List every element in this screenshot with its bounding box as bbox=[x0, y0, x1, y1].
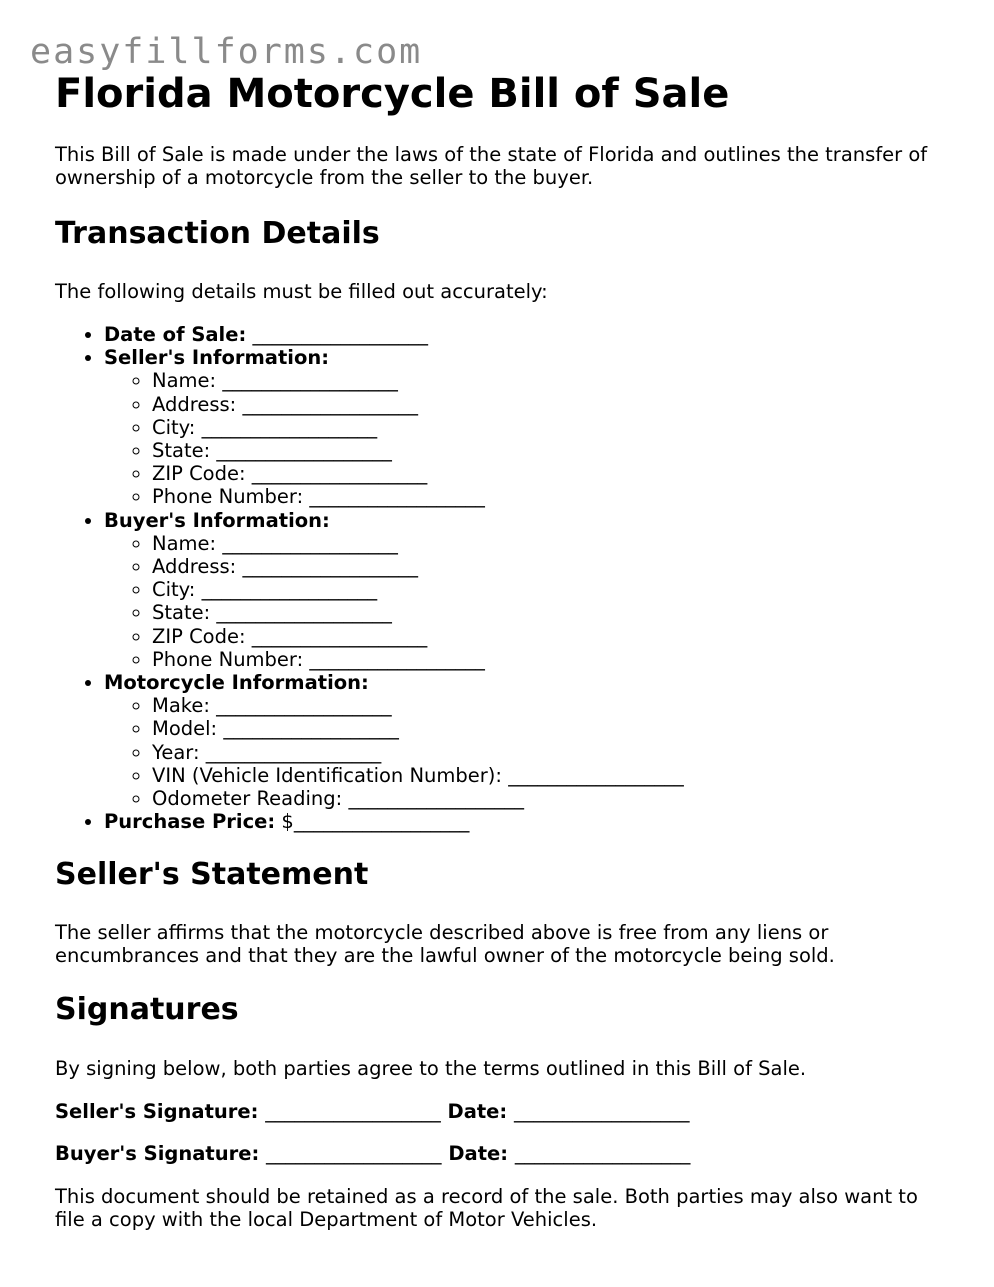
buyer-field bbox=[152, 625, 945, 648]
seller-field bbox=[152, 485, 945, 508]
motorcycle-info-heading: Motorcycle Information: bbox=[104, 671, 369, 695]
buyer-phone-blank[interactable]: __________________ bbox=[309, 647, 485, 671]
page-title: Florida Motorcycle Bill of Sale bbox=[55, 71, 730, 117]
seller-field bbox=[152, 439, 945, 462]
list-item-date-of-sale bbox=[104, 323, 945, 346]
signatures-heading: Signatures bbox=[55, 992, 239, 1028]
document-body bbox=[55, 68, 945, 1231]
seller-zip-blank[interactable]: __________________ bbox=[251, 462, 428, 486]
intro-paragraph: This Bill of Sale is made under the laws of the state of Florida and outlines the transfer of ownership of a motorcycle from the seller to the buyer. bbox=[55, 143, 928, 189]
seller-phone-blank[interactable]: __________________ bbox=[309, 485, 485, 509]
motorcycle-field bbox=[152, 787, 945, 810]
motorcycle-field bbox=[152, 694, 945, 717]
watermark: easyfillforms.com bbox=[30, 32, 423, 72]
seller-signature-blank[interactable]: __________________ bbox=[265, 1099, 441, 1123]
vin-label: VIN (Vehicle Identification Number): bbox=[152, 763, 502, 787]
seller-info-heading: Seller's Information: bbox=[104, 346, 330, 370]
seller-field bbox=[152, 462, 945, 485]
buyer-signature-line bbox=[55, 1142, 945, 1165]
buyer-field bbox=[152, 601, 945, 624]
vin-blank[interactable]: __________________ bbox=[508, 763, 684, 787]
buyer-field bbox=[152, 555, 945, 578]
seller-zip-label: ZIP Code: bbox=[152, 462, 246, 486]
buyer-field bbox=[152, 578, 945, 601]
buyer-phone-label: Phone Number: bbox=[152, 647, 304, 671]
list-item-buyer-info bbox=[104, 509, 945, 671]
purchase-price-label: Purchase Price: bbox=[104, 810, 276, 834]
purchase-price-blank[interactable]: __________________ bbox=[293, 810, 470, 834]
buyer-city-blank[interactable]: __________________ bbox=[201, 578, 378, 602]
seller-city-blank[interactable]: __________________ bbox=[201, 415, 378, 439]
seller-signature-line bbox=[55, 1100, 945, 1123]
transaction-list bbox=[55, 323, 945, 833]
buyer-address-label: Address: bbox=[152, 555, 237, 579]
seller-statement-text: The seller affirms that the motorcycle described above is free from any liens or encumbrances and that they are the lawful owner of the motorcycle being sold. bbox=[55, 921, 835, 968]
purchase-price-prefix: $ bbox=[281, 810, 294, 834]
seller-state-blank[interactable]: __________________ bbox=[216, 439, 392, 463]
odometer-label: Odometer Reading: bbox=[152, 787, 343, 811]
make-label: Make: bbox=[152, 694, 210, 718]
buyer-city-label: City: bbox=[152, 578, 196, 602]
buyer-state-label: State: bbox=[152, 601, 211, 625]
buyer-address-blank[interactable]: __________________ bbox=[242, 555, 418, 579]
motorcycle-field bbox=[152, 764, 945, 787]
seller-signature-label: Seller's Signature: bbox=[55, 1099, 259, 1123]
seller-field bbox=[152, 416, 945, 439]
buyer-info-heading: Buyer's Information: bbox=[104, 508, 330, 532]
seller-address-blank[interactable]: __________________ bbox=[242, 392, 418, 416]
buyer-date-label: Date: bbox=[448, 1142, 509, 1166]
seller-name-label: Name: bbox=[152, 369, 217, 393]
seller-address-label: Address: bbox=[152, 392, 237, 416]
buyer-date-blank[interactable]: __________________ bbox=[514, 1142, 691, 1166]
list-item-motorcycle-info bbox=[104, 671, 945, 810]
buyer-zip-label: ZIP Code: bbox=[152, 624, 246, 648]
model-label: Model: bbox=[152, 717, 218, 741]
date-of-sale-blank[interactable]: __________________ bbox=[252, 323, 428, 346]
year-blank[interactable]: __________________ bbox=[205, 740, 382, 764]
signatures-text: By signing below, both parties agree to the terms outlined in this Bill of Sale. bbox=[55, 1057, 807, 1081]
seller-date-blank[interactable]: __________________ bbox=[514, 1099, 690, 1123]
buyer-name-blank[interactable]: __________________ bbox=[222, 531, 398, 555]
motorcycle-field bbox=[152, 717, 945, 740]
seller-statement-heading: Seller's Statement bbox=[55, 857, 369, 893]
motorcycle-field bbox=[152, 741, 945, 764]
buyer-name-label: Name: bbox=[152, 531, 217, 555]
buyer-signature-label: Buyer's Signature: bbox=[55, 1142, 260, 1166]
odometer-blank[interactable]: __________________ bbox=[348, 787, 524, 811]
date-of-sale-label: Date of Sale: bbox=[104, 323, 247, 346]
transaction-lead: The following details must be filled out accurately: bbox=[55, 280, 548, 303]
buyer-field bbox=[152, 532, 945, 555]
seller-field bbox=[152, 369, 945, 392]
seller-name-blank[interactable]: __________________ bbox=[222, 369, 398, 393]
model-blank[interactable]: __________________ bbox=[223, 717, 399, 741]
seller-phone-label: Phone Number: bbox=[152, 485, 304, 509]
seller-city-label: City: bbox=[152, 415, 196, 439]
retain-text: This document should be retained as a record of the sale. Both parties may also want to file a copy with the local Department of Motor Vehicles. bbox=[55, 1184, 918, 1231]
seller-state-label: State: bbox=[152, 439, 211, 463]
list-item-purchase-price bbox=[104, 810, 945, 833]
seller-date-label: Date: bbox=[447, 1099, 508, 1123]
year-label: Year: bbox=[152, 740, 200, 764]
seller-field bbox=[152, 393, 945, 416]
buyer-zip-blank[interactable]: __________________ bbox=[251, 624, 428, 648]
transaction-heading: Transaction Details bbox=[55, 216, 380, 251]
make-blank[interactable]: __________________ bbox=[216, 694, 392, 718]
buyer-signature-blank[interactable]: __________________ bbox=[266, 1142, 442, 1166]
buyer-state-blank[interactable]: __________________ bbox=[216, 601, 392, 625]
list-item-seller-info bbox=[104, 346, 945, 508]
buyer-field bbox=[152, 648, 945, 671]
